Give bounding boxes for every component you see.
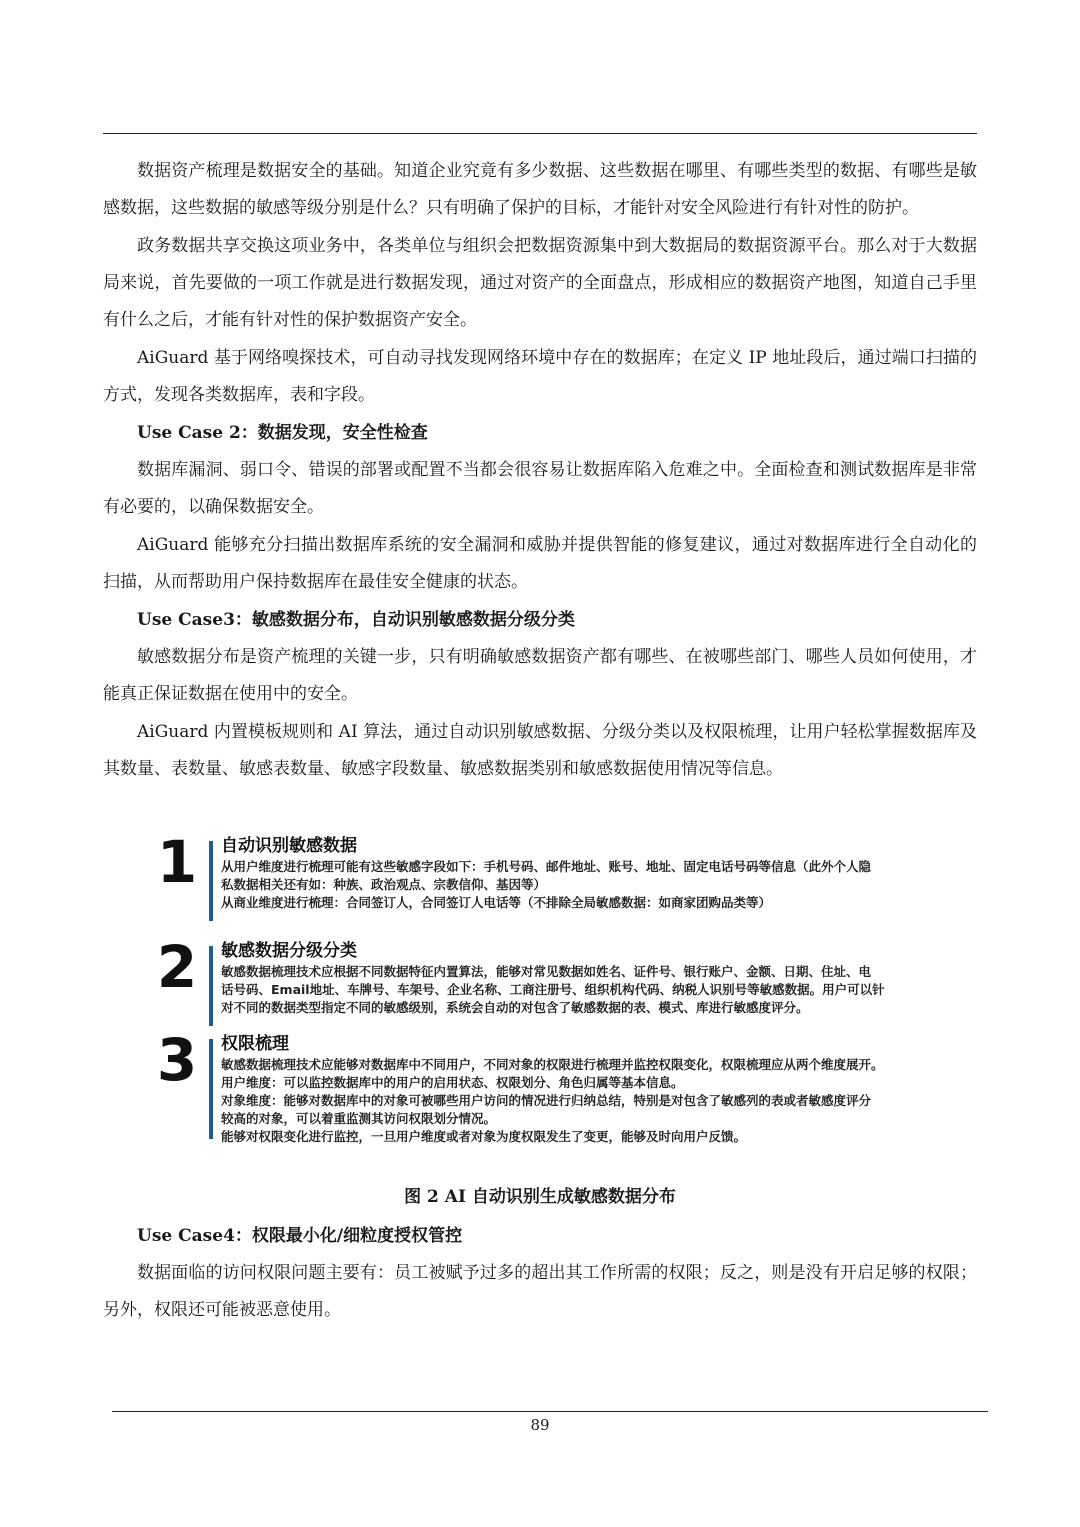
item-line: 较高的对象，可以着重监测其访问权限划分情况。 [221, 1111, 497, 1126]
item-number: 2 [156, 933, 198, 1001]
item-description [221, 1056, 1001, 1146]
figure-item-2 [155, 933, 995, 1040]
item-line: 敏感数据梳理技术应能够对数据库中不同用户，不同对象的权限进行梳理并监控权限变化，权限梳理应从两个维度展开。 [221, 1057, 884, 1072]
item-line: 能够对权限变化进行监控，一旦用户维度或者对象为度权限发生了变更，能够及时向用户反馈。 [221, 1129, 747, 1144]
figure-sensitive-data [155, 828, 995, 1150]
body-text-continued [103, 1218, 977, 1330]
accent-bar [209, 1039, 213, 1139]
item-line: 对象维度：能够对数据库中的对象可被哪些用户访问的情况进行归纳总结，特别是对包含了敏感列的表或者敏感度评分 [221, 1093, 872, 1108]
figure-caption: 图 2 AI 自动识别生成敏感数据分布 [404, 1187, 676, 1207]
paragraph: 敏感数据分布是资产梳理的关键一步，只有明确敏感数据资产都有哪些、在被哪些部门、哪些人员如何使用，才能真正保证数据在使用中的安全。 [103, 647, 977, 704]
body-text [103, 153, 977, 789]
item-line: 对不同的数据类型指定不同的敏感级别，系统会自动的对包含了敏感数据的表、模式、库进行敏感度评分。 [221, 1000, 809, 1015]
page-number: 89 [530, 1416, 550, 1434]
footer-rule [112, 1411, 988, 1412]
paragraph: AiGuard 内置模板规则和 AI 算法，通过自动识别敏感数据、分级分类以及权限梳理，让用户轻松掌握数据库及其数量、表数量、敏感表数量、敏感字段数量、敏感数据类别和敏感数据使用情况等信息。 [103, 722, 977, 779]
item-line: 敏感数据梳理技术应根据不同数据特征内置算法，能够对常见数据如姓名、证件号、银行账户、金额、日期、住址、电 [221, 964, 872, 979]
item-line: 话号码、Email地址、车牌号、车架号、企业名称、工商注册号、组织机构代码、纳税人识别号等敏感数据。用户可以针 [221, 982, 885, 997]
item-description [221, 858, 1001, 912]
paragraph: 数据面临的访问权限问题主要有：员工被赋予过多的超出其工作所需的权限；反之，则是没有开启足够的权限；另外，权限还可能被恶意使用。 [103, 1263, 977, 1320]
accent-bar [209, 841, 213, 921]
item-title: 敏感数据分级分类 [221, 941, 357, 961]
paragraph: 政务数据共享交换这项业务中，各类单位与组织会把数据资源集中到大数据局的数据资源平台。那么对于大数据局来说，首先要做的一项工作就是进行数据发现，通过对资产的全面盘点，形成相应的数据资产地图，知道自己手里有什么之后，才能有针对性的保护数据资产安全。 [103, 236, 977, 330]
item-title: 权限梳理 [221, 1034, 289, 1054]
accent-bar [209, 946, 213, 1026]
item-number: 3 [156, 1026, 198, 1094]
item-line: 从商业维度进行梳理：合同签订人，合同签订人电话等（不排除全局敏感数据：如商家团购品类等） [221, 895, 772, 910]
item-number: 1 [156, 828, 198, 896]
item-description [221, 963, 1001, 1017]
section-heading-use-case-2: Use Case 2：数据发现，安全性检查 [137, 423, 428, 443]
paragraph: 数据资产梳理是数据安全的基础。知道企业究竟有多少数据、这些数据在哪里、有哪些类型的数据、有哪些是敏感数据，这些数据的敏感等级分别是什么？只有明确了保护的目标，才能针对安全风险进行有针对性的防护。 [103, 161, 977, 218]
section-heading-use-case-3: Use Case3：敏感数据分布，自动识别敏感数据分级分类 [137, 610, 575, 630]
section-heading-use-case-4: Use Case4：权限最小化/细粒度授权管控 [137, 1226, 463, 1246]
paragraph: AiGuard 能够充分扫描出数据库系统的安全漏洞和威胁并提供智能的修复建议，通过对数据库进行全自动化的扫描，从而帮助用户保持数据库在最佳安全健康的状态。 [103, 535, 977, 592]
paragraph: AiGuard 基于网络嗅探技术，可自动寻找发现网络环境中存在的数据库；在定义 IP 地址段后，通过端口扫描的方式，发现各类数据库，表和字段。 [103, 348, 977, 405]
figure-item-1 [155, 828, 995, 935]
figure-item-3 [155, 1026, 995, 1153]
item-line: 从用户维度进行梳理可能有这些敏感字段如下：手机号码、邮件地址、账号、地址、固定电话号码等信息（此外个人隐 [221, 859, 872, 874]
item-line: 用户维度：可以监控数据库中的用户的启用状态、权限划分、角色归属等基本信息。 [221, 1075, 684, 1090]
item-title: 自动识别敏感数据 [221, 836, 357, 856]
paragraph: 数据库漏洞、弱口令、错误的部署或配置不当都会很容易让数据库陷入危难之中。全面检查和测试数据库是非常有必要的，以确保数据安全。 [103, 460, 977, 517]
header-rule [103, 133, 977, 134]
item-line: 私数据相关还有如：种族、政治观点、宗教信仰、基因等） [221, 877, 547, 892]
